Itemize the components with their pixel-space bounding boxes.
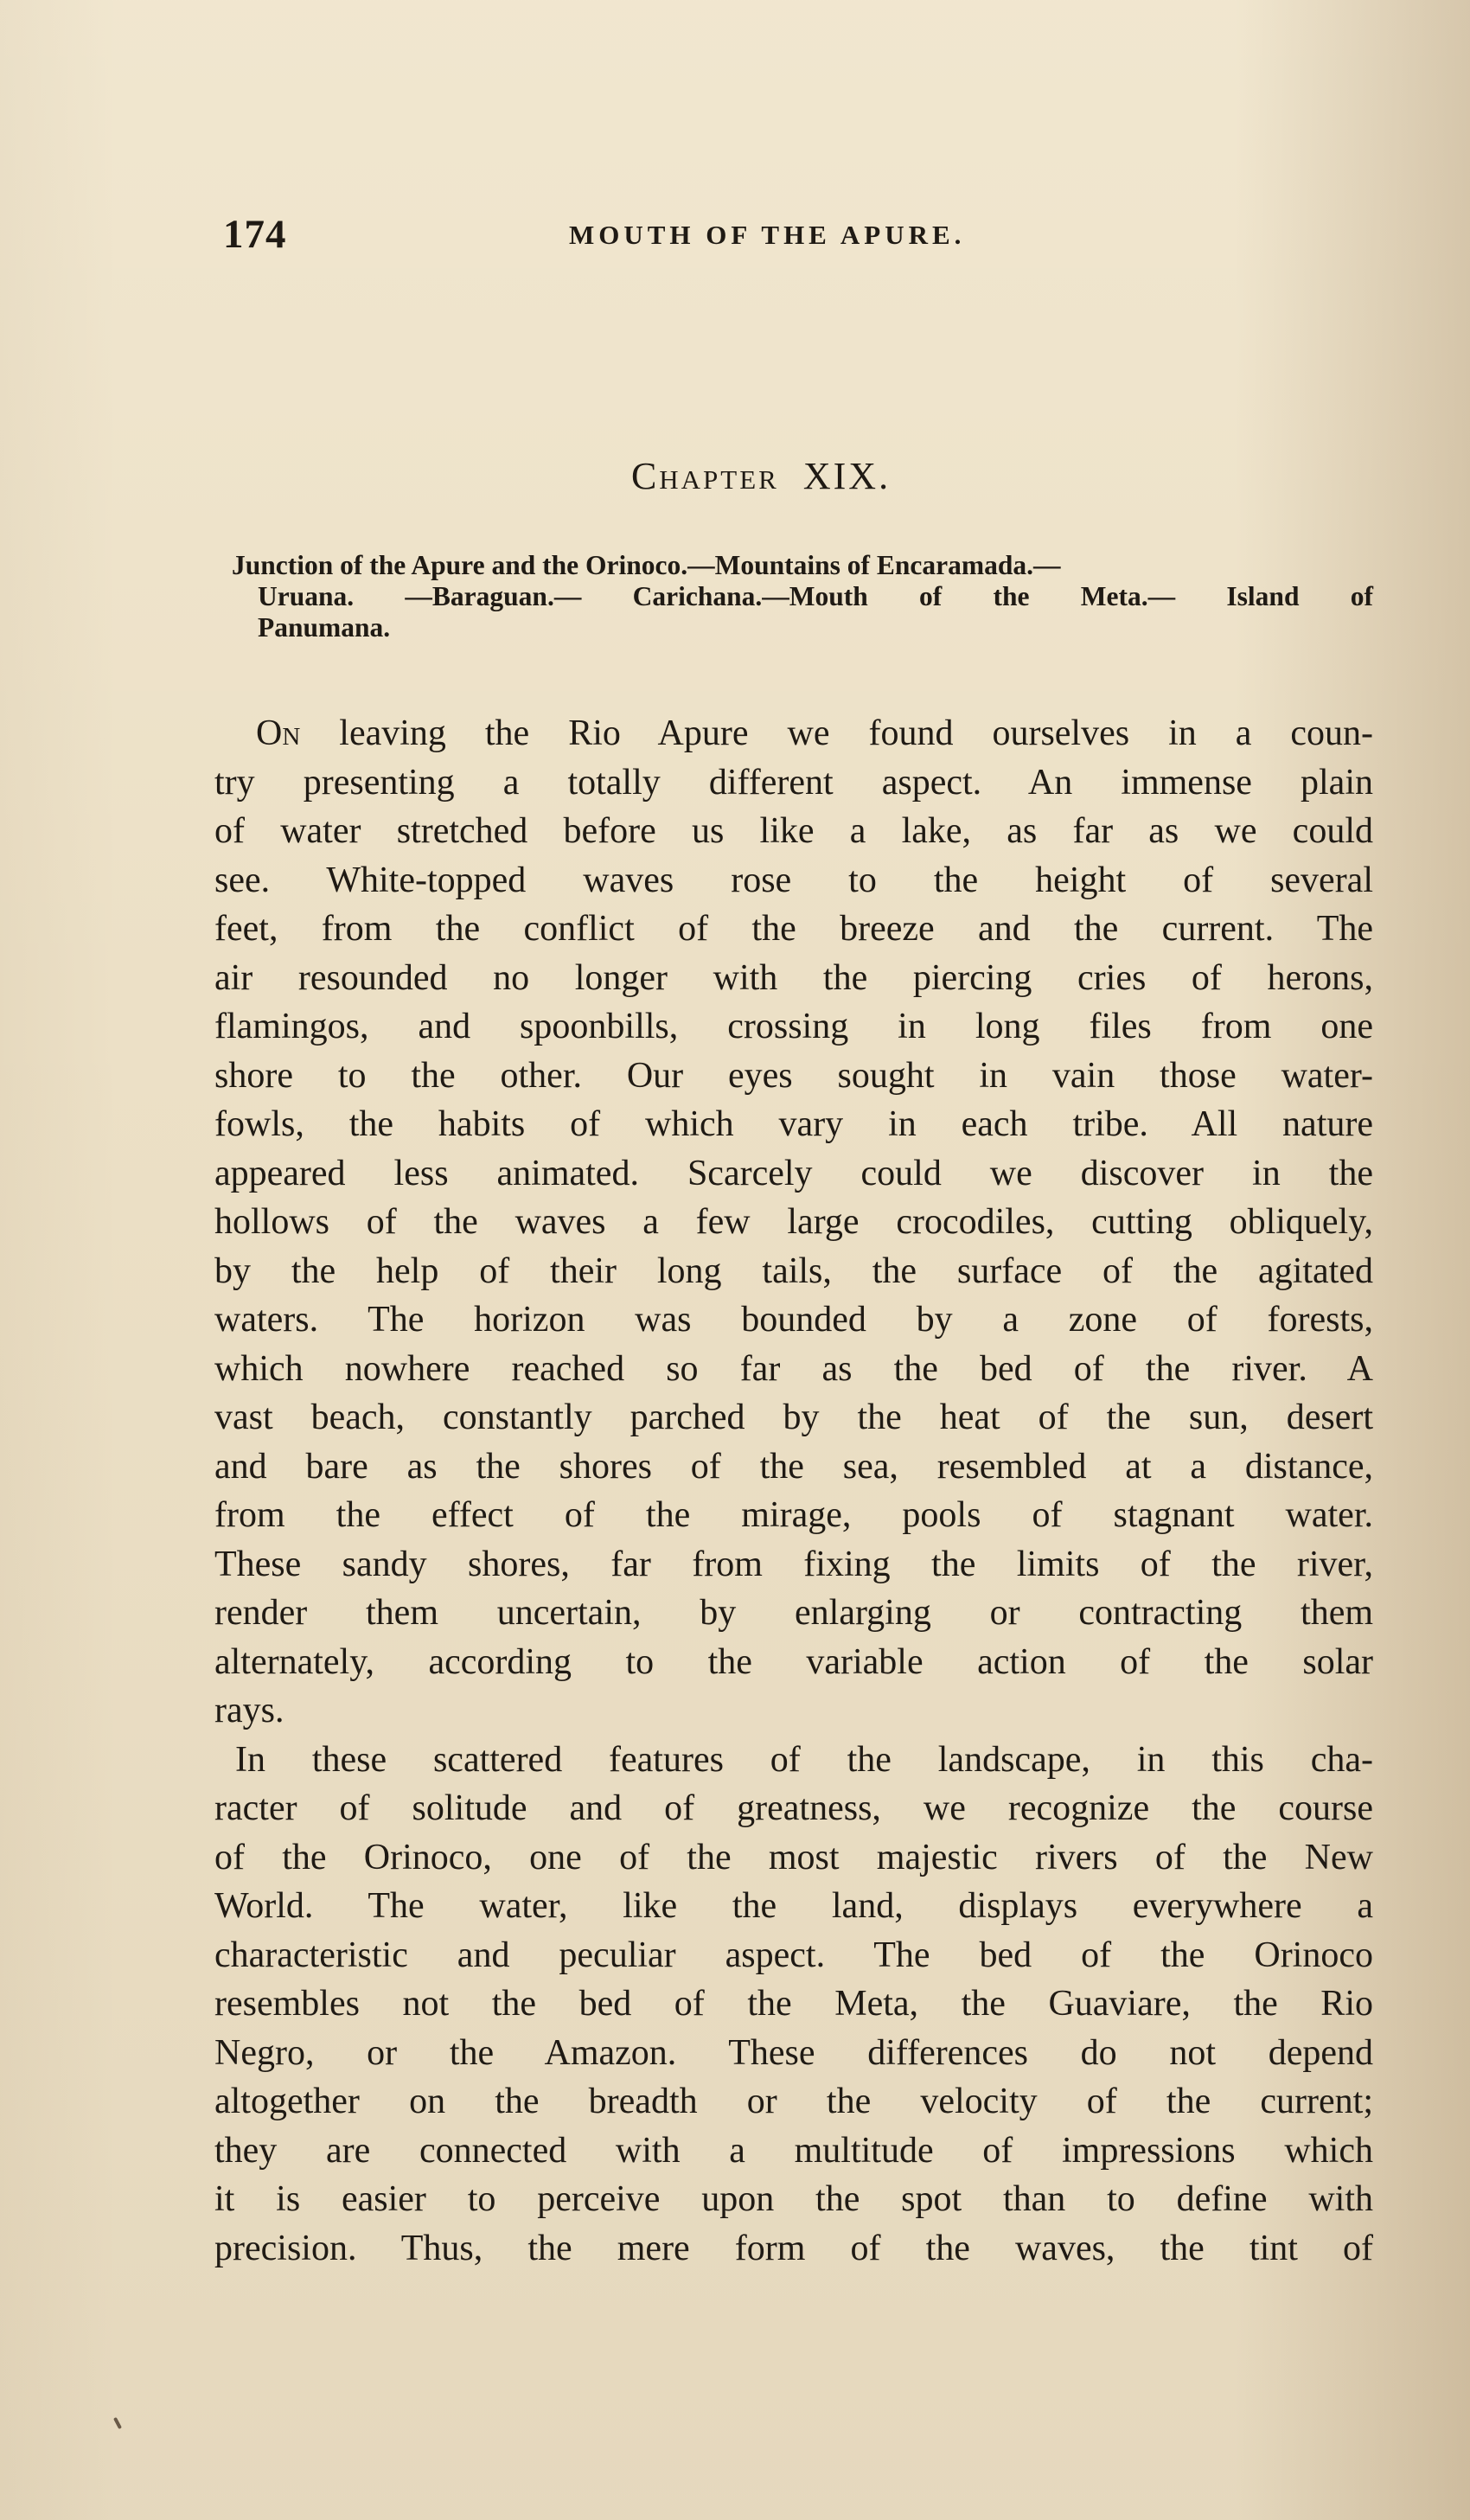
text-line: flamingos, and spoonbills, crossing in long files from one xyxy=(214,1007,1373,1046)
page-header xyxy=(223,211,1365,263)
page-number: 174 xyxy=(223,212,287,257)
text-line: they are connected with a multitude of impressions which xyxy=(214,2130,1373,2171)
text-line: Negro, or the Amazon. These differences do not depend xyxy=(214,2032,1373,2073)
text-line: characteristic and peculiar aspect. The bed of the Orinoco xyxy=(214,1935,1373,1975)
summary-line: Panumana. xyxy=(258,612,391,643)
text-line: try presenting a totally different aspect. An immense plain xyxy=(214,762,1373,803)
text-line: of the Orinoco, one of the most majestic rivers of the New xyxy=(214,1837,1373,1877)
chapter-label: Chapter xyxy=(630,455,779,497)
text-line: air resounded no longer with the piercing cries of herons, xyxy=(214,957,1373,998)
text-line: fowls, the habits of which vary in each tribe. All nature xyxy=(214,1104,1373,1144)
text-line: it is easier to perceive upon the spot than to define with xyxy=(214,2179,1373,2219)
text-line: In these scattered features of the landscape, in this cha- xyxy=(235,1739,1373,1780)
text-line: which nowhere reached so far as the bed of the river. A xyxy=(214,1348,1373,1389)
text-line: of water stretched before us like a lake, as far as we could xyxy=(214,811,1373,851)
text-line: appeared less animated. Scarcely could we discover in the xyxy=(214,1153,1373,1193)
chapter-summary xyxy=(232,550,1373,643)
chapter-number: XIX. xyxy=(802,455,892,497)
text-line: waters. The horizon was bounded by a zone of forests, xyxy=(214,1300,1373,1340)
text-line: by the help of their long tails, the surface of the agitated xyxy=(214,1250,1373,1291)
text-line xyxy=(214,709,1373,758)
text-line: shore to the other. Our eyes sought in vain those water- xyxy=(214,1055,1373,1096)
drop-word: On xyxy=(256,713,301,753)
summary-line: Uruana. —Baraguan.— Carichana.—Mouth of the Meta.— Island of xyxy=(258,581,1373,611)
text-line-content: leaving the Rio Apure we found ourselves in a coun- xyxy=(300,713,1373,753)
text-line: see. White-topped waves rose to the height of several xyxy=(214,860,1373,900)
text-line: resembles not the bed of the Meta, the Guaviare, the Rio xyxy=(214,1984,1373,2024)
text-line: altogether on the breadth or the velocity of the current; xyxy=(214,2082,1373,2121)
text-line: hollows of the waves a few large crocodiles, cutting obliquely, xyxy=(214,1202,1373,1242)
text-line: alternately, according to the variable action of the solar xyxy=(214,1641,1373,1682)
text-line: render them uncertain, by enlarging or contracting them xyxy=(214,1593,1373,1633)
text-line: feet, from the conflict of the breeze and the current. The xyxy=(214,909,1373,949)
body-text xyxy=(214,709,1373,2273)
text-line: rays. xyxy=(214,1691,284,1730)
text-line: from the effect of the mirage, pools of stagnant water. xyxy=(214,1495,1373,1535)
text-line: racter of solitude and of greatness, we recognize the course xyxy=(214,1788,1373,1828)
text-line: vast beach, constantly parched by the heat of the sun, desert xyxy=(214,1398,1373,1437)
summary-line: Junction of the Apure and the Orinoco.—Mountains of Encaramada.— xyxy=(232,550,1061,580)
text-line: World. The water, like the land, displays everywhere a xyxy=(214,1886,1373,1926)
running-head: MOUTH OF THE APURE. xyxy=(569,220,966,250)
page-speck-mark xyxy=(113,2417,122,2429)
text-line: precision. Thus, the mere form of the waves, the tint of xyxy=(214,2228,1373,2268)
chapter-heading xyxy=(0,454,1470,498)
text-line: and bare as the shores of the sea, resembled at a distance, xyxy=(214,1446,1373,1487)
text-line: These sandy shores, far from fixing the limits of the river, xyxy=(214,1544,1373,1584)
